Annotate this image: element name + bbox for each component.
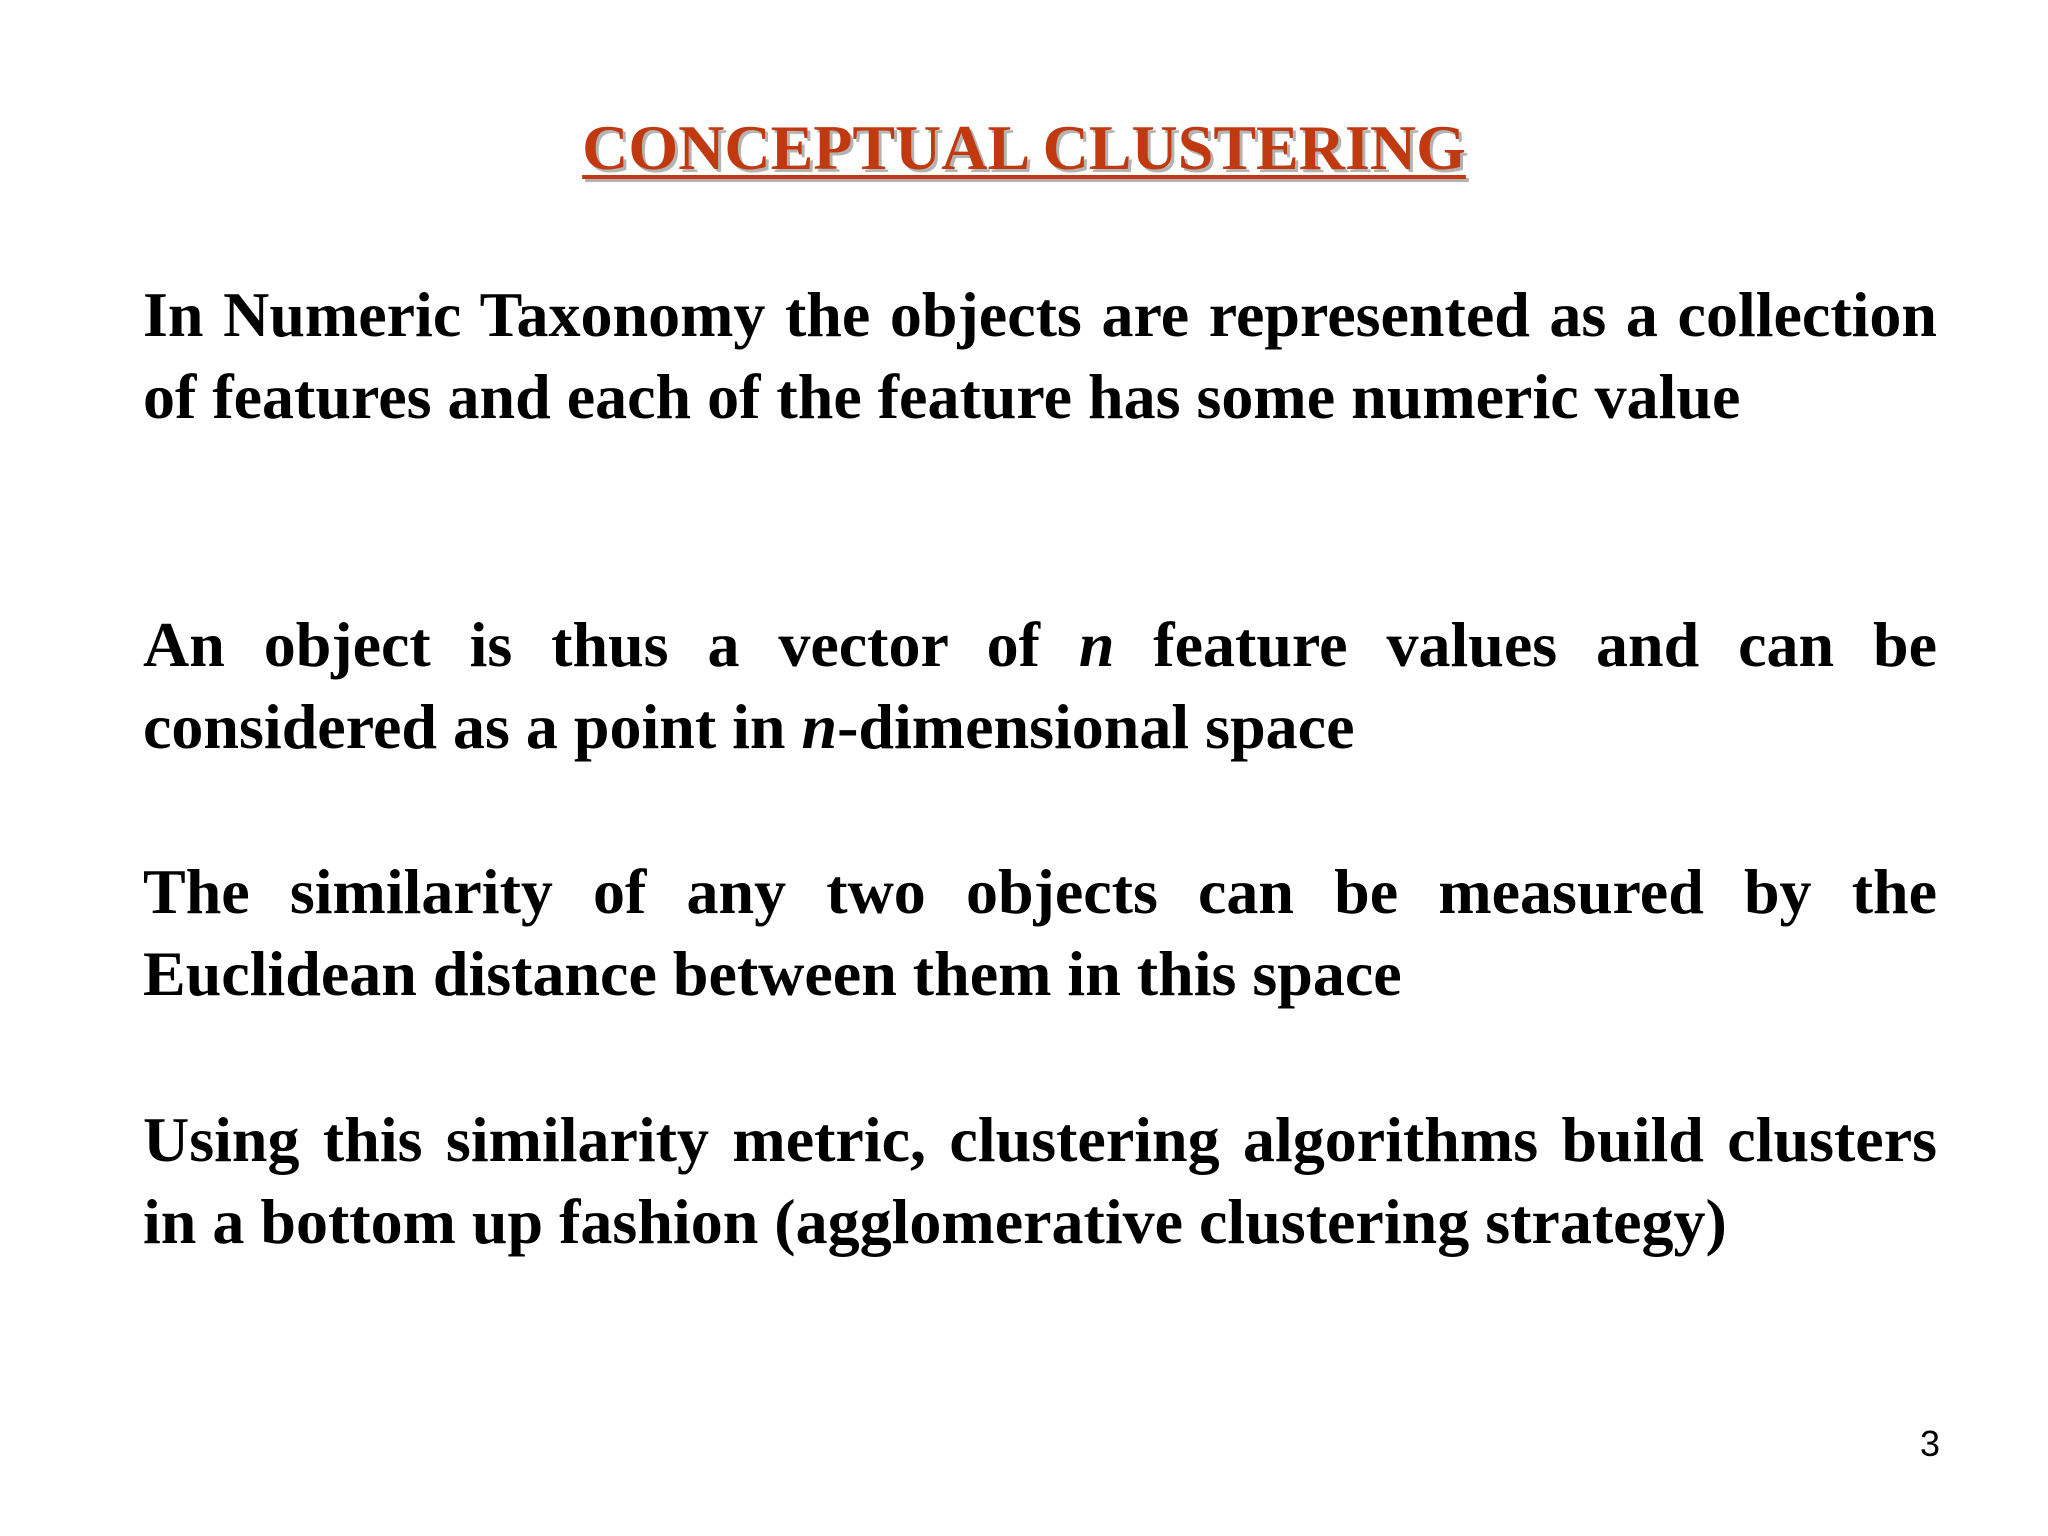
paragraph-object-vector bbox=[143, 604, 1937, 768]
paragraph-object-vector-part-e: -dimensional space bbox=[837, 691, 1355, 762]
italic-n-2: n bbox=[801, 691, 838, 762]
paragraph-clustering-algorithms: Using this similarity metric, clustering algorithms build clusters in a bottom up fashion (agglomerative clustering strategy) bbox=[143, 1104, 1937, 1257]
paragraph-numeric-taxonomy: In Numeric Taxonomy the objects are represented as a collection of features and each of the feature has some numeric value bbox=[143, 279, 1937, 432]
page-number: 3 bbox=[1919, 1423, 1940, 1464]
slide-title: CONCEPTUAL CLUSTERING bbox=[582, 112, 1466, 183]
paragraph-similarity: The similarity of any two objects can be measured by the Euclidean distance between them in this space bbox=[143, 856, 1937, 1009]
paragraph-object-vector-part-a: An object is thus a vector of bbox=[143, 609, 1079, 680]
paragraph-object-vector-part-c: feature values and can be considered as a point in bbox=[143, 609, 1938, 762]
italic-n-1: n bbox=[1078, 609, 1115, 680]
